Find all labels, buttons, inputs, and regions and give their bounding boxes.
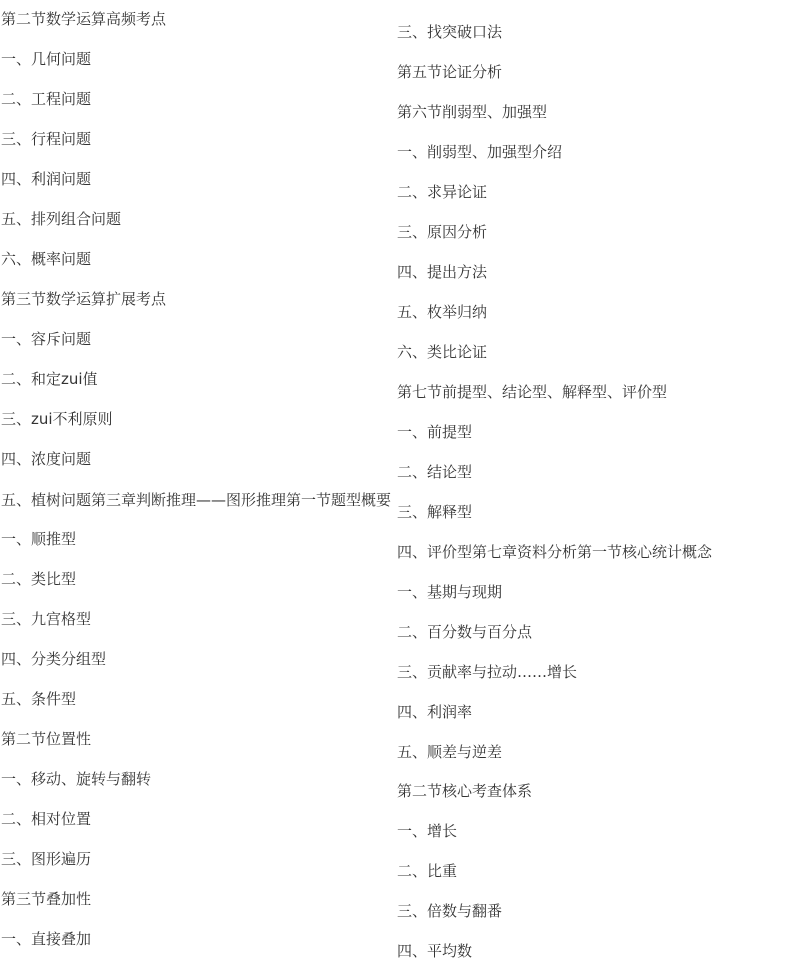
list-item: 第二节位置性 [1,730,92,748]
list-item: 第三节数学运算扩展考点 [1,290,167,308]
list-item: 六、类比论证 [397,343,488,361]
list-item: 三、原因分析 [397,223,488,241]
list-item: 二、相对位置 [1,810,92,828]
list-item: 二、类比型 [1,570,77,588]
list-item: 六、概率问题 [1,250,92,268]
list-item: 三、解释型 [397,503,473,521]
list-item: 第三节叠加性 [1,890,92,908]
list-item: 一、增长 [397,822,458,840]
list-item: 二、工程问题 [1,90,92,108]
list-item: 第二节数学运算高频考点 [1,10,167,28]
list-item: 五、枚举归纳 [397,303,488,321]
list-item: 一、顺推型 [1,530,77,548]
list-item: 三、图形遍历 [1,850,92,868]
list-item: 三、行程问题 [1,130,92,148]
list-item: 四、利润率 [397,703,473,721]
list-item: 一、基期与现期 [397,583,503,601]
list-item: 一、前提型 [397,423,473,441]
list-item: 三、找突破口法 [397,23,503,41]
list-item: 一、移动、旋转与翻转 [1,770,152,788]
right-column [397,0,790,962]
list-item: 二、百分数与百分点 [397,623,533,641]
list-item: 一、直接叠加 [1,930,92,948]
list-item: 二、求异论证 [397,183,488,201]
list-item: 第六节削弱型、加强型 [397,103,548,121]
list-item: 二、结论型 [397,463,473,481]
list-item: 四、提出方法 [397,263,488,281]
list-item: 二、比重 [397,862,458,880]
list-item: 四、平均数 [397,942,473,960]
list-item: 第五节论证分析 [397,63,503,81]
list-item: 一、几何问题 [1,50,92,68]
list-item: 四、利润问题 [1,170,92,188]
list-item: 五、植树问题第三章判断推理——图形推理第一节题型概要 [1,491,392,509]
list-item: 第七节前提型、结论型、解释型、评价型 [397,383,668,401]
list-item: 五、条件型 [1,690,77,708]
list-item: 五、顺差与逆差 [397,743,503,761]
list-item: 一、削弱型、加强型介绍 [397,143,563,161]
list-item: 三、倍数与翻番 [397,902,503,920]
list-item: 四、分类分组型 [1,650,107,668]
list-item: 三、贡献率与拉动……增长 [397,663,578,681]
list-item: 三、zui不利原则 [1,410,113,428]
list-item: 二、和定zui值 [1,370,98,388]
left-column [1,0,393,950]
list-item: 四、浓度问题 [1,450,92,468]
list-item: 三、九宫格型 [1,610,92,628]
list-item: 五、排列组合问题 [1,210,122,228]
list-item: 第二节核心考查体系 [397,782,533,800]
list-item: 四、评价型第七章资料分析第一节核心统计概念 [397,543,713,561]
list-item: 一、容斥问题 [1,330,92,348]
